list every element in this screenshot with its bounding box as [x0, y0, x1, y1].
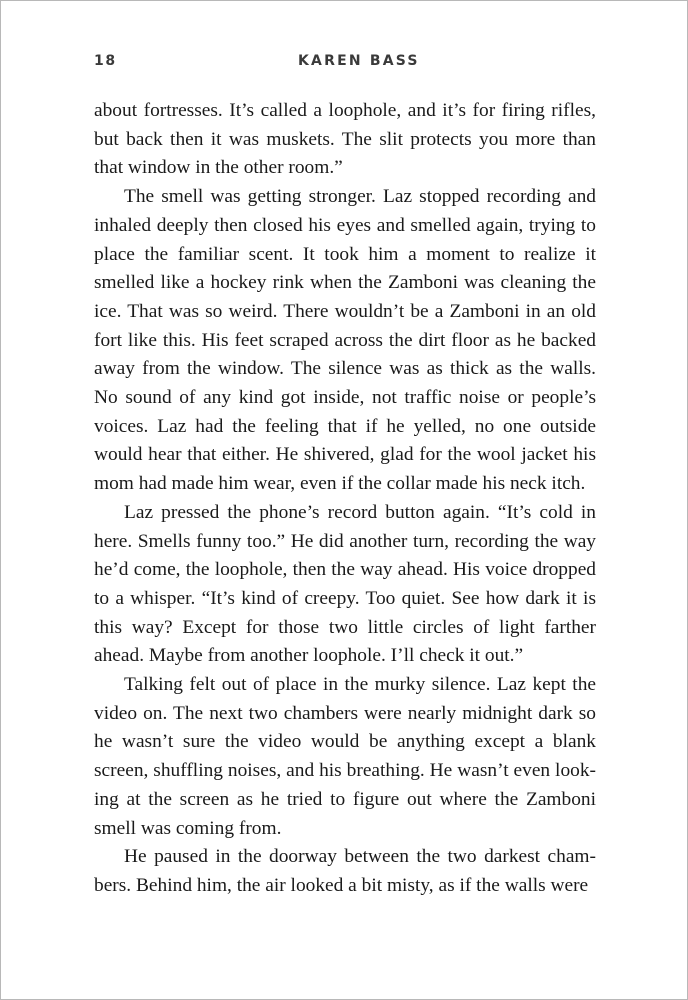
- paragraph: He paused in the doorway between the two darkest chambers. Behind him, the air looked a bit misty, as if the walls were: [94, 846, 596, 896]
- paragraph: The smell was getting stronger. Laz stopped recording and inhaled deeply then closed his eyes and smelled again, trying to place the familiar scent. It took him a moment to realize it smelled like a hockey rink when the Zamboni was cleaning the ice. That was so weird. There wouldn’t be a Zamboni in an old fort like this. His feet scraped across the dirt floor as he backed away from the window. The silence was as thick as the walls. No sound of any kind got inside, not traffic noise or people’s voices. Laz had the feeling that if he yelled, no one outside would hear that either. He shivered, glad for the wool jacket his mom had made him wear, even if the collar made his neck itch.: [94, 186, 596, 495]
- body-text: [94, 97, 596, 901]
- page-number: 18: [94, 53, 117, 69]
- paragraph-continued: about fortresses. It’s called a loophole, and it’s for firing rifles, but back then it was muskets. The slit protects you more than that window in the other room.”: [94, 100, 596, 179]
- page-header: [94, 53, 594, 73]
- paragraph: Laz pressed the phone’s record button again. “It’s cold in here. Smells funny too.” He did another turn, recording the way he’d come, the loophole, then the way ahead. His voice dropped to a whisper. “It’s kind of creepy. Too quiet. See how dark it is this way? Except for those two little circles of light farther ahead. Maybe from another loophole. I’ll check it out.”: [94, 501, 596, 667]
- running-head-author: KAREN BASS: [298, 53, 420, 69]
- paragraph: Talking felt out of place in the murky silence. Laz kept the video on. The next two chambers were nearly midnight dark so he wasn’t sure the video would be anything except a blank screen, shuffling noises, and his breathing. He wasn’t even looking at the screen as he tried to figure out where the Zamboni smell was coming from.: [94, 674, 596, 839]
